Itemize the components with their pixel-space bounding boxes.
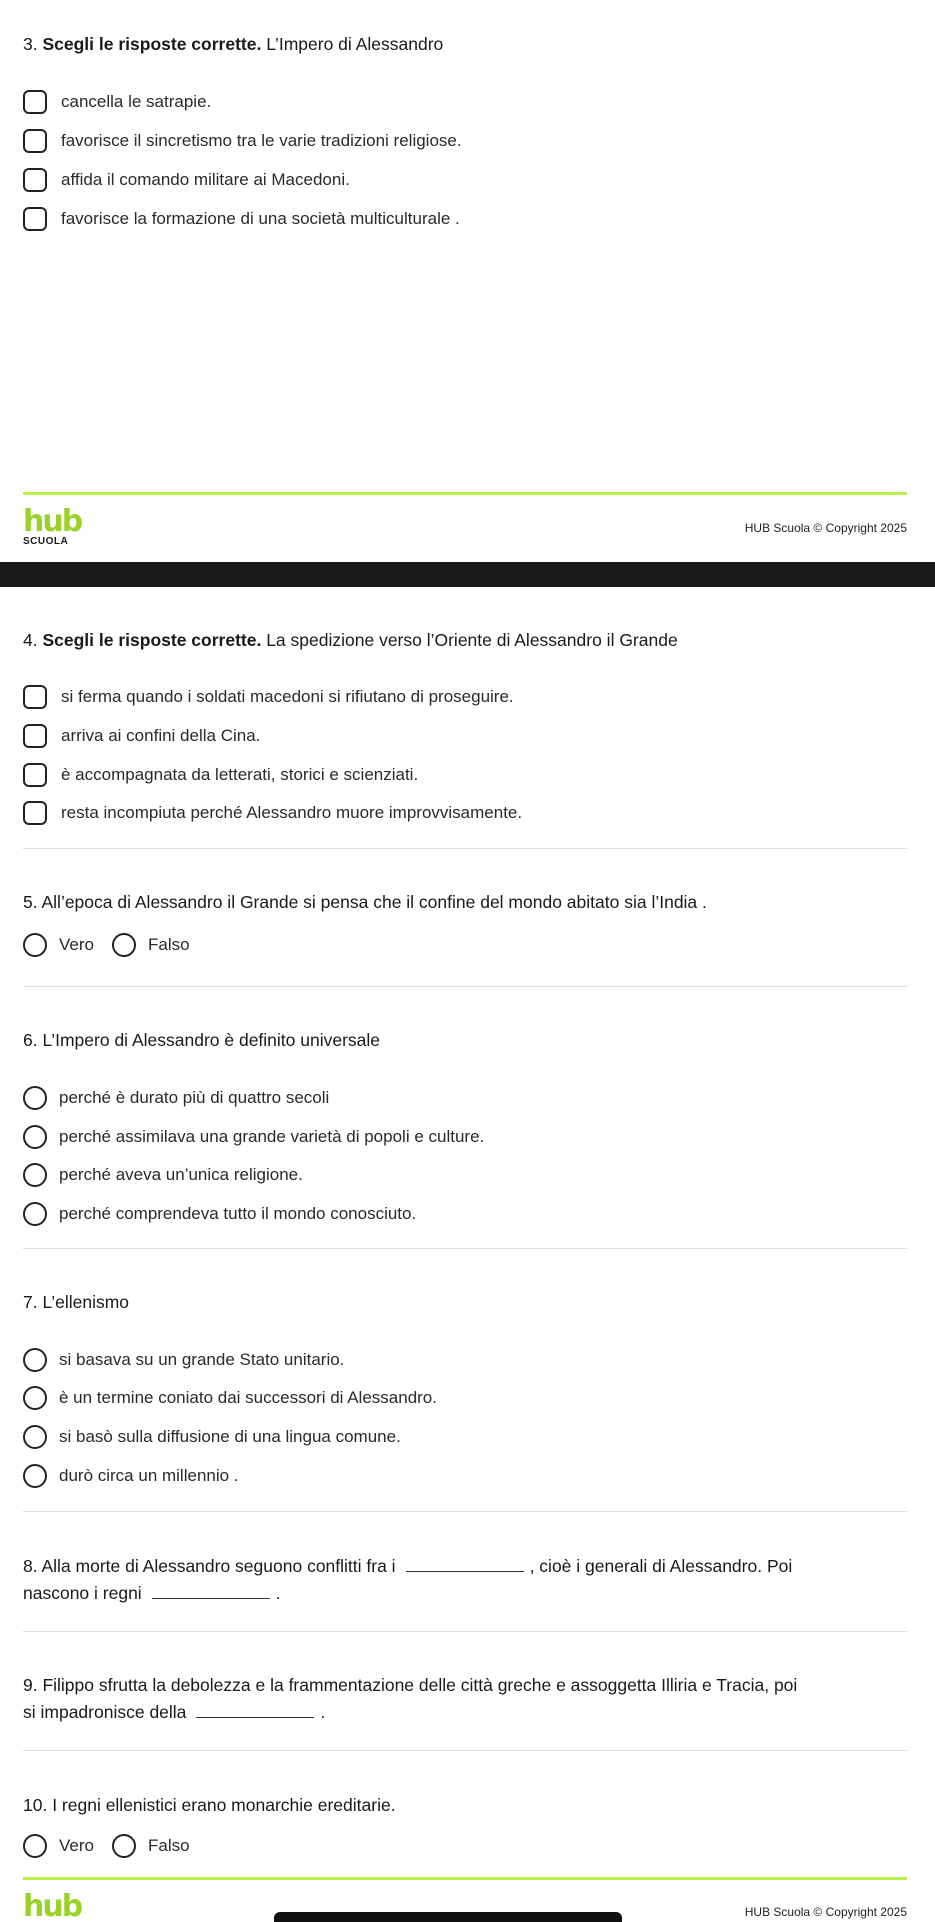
q3-option-2[interactable]: favorisce il sincretismo tra le varie tradizioni religiose. — [23, 126, 462, 156]
checkbox[interactable] — [23, 168, 47, 192]
page-1 — [0, 0, 935, 562]
question-9-line-1: 9. Filippo sfrutta la debolezza e la frammentazione delle città greche e assoggetta Illiria e Tracia, poi — [23, 1675, 798, 1695]
checkbox[interactable] — [23, 129, 47, 153]
q7-option-4[interactable]: durò circa un millennio . — [23, 1461, 239, 1491]
q4-option-1[interactable]: si ferma quando i soldati macedoni si rifiutano di proseguire. — [23, 682, 514, 712]
q4-option-3[interactable]: è accompagnata da letterati, storici e scienziati. — [23, 760, 418, 790]
footer-divider — [23, 1877, 907, 1880]
divider — [23, 1750, 907, 1751]
radio-button[interactable] — [23, 1163, 47, 1187]
radio-button[interactable] — [23, 1348, 47, 1372]
q3-option-4[interactable]: favorisce la formazione di una società multiculturale . — [23, 204, 460, 234]
divider — [23, 848, 907, 849]
radio-button[interactable] — [23, 933, 47, 957]
radio-button[interactable] — [112, 933, 136, 957]
radio-button[interactable] — [112, 1834, 136, 1858]
checkbox[interactable] — [23, 724, 47, 748]
q3-option-3[interactable]: affida il comando militare ai Macedoni. — [23, 165, 350, 195]
radio-button[interactable] — [23, 1464, 47, 1488]
radio-button[interactable] — [23, 1425, 47, 1449]
question-4 — [23, 628, 913, 822]
q5-true-option[interactable]: Vero — [23, 930, 94, 960]
q6-option-3[interactable]: perché aveva un’unica religione. — [23, 1160, 303, 1190]
divider — [23, 986, 907, 987]
q10-true-option[interactable]: Vero — [23, 1831, 94, 1861]
divider — [23, 1631, 907, 1632]
question-3-title: 3. Scegli le risposte corrette. L’Impero di Alessandro — [23, 34, 444, 54]
question-5 — [23, 890, 913, 954]
blank-field-2[interactable] — [152, 1583, 270, 1599]
q7-option-1[interactable]: si basava su un grande Stato unitario. — [23, 1345, 344, 1375]
question-4-title: 4. Scegli le risposte corrette. La spedizione verso l’Oriente di Alessandro il Grande — [23, 630, 678, 650]
checkbox[interactable] — [23, 801, 47, 825]
question-10-title: 10. I regni ellenistici erano monarchie ereditarie. — [23, 1795, 396, 1815]
radio-button[interactable] — [23, 1386, 47, 1410]
checkbox[interactable] — [23, 90, 47, 114]
copyright: HUB Scuola © Copyright 2025 — [744, 521, 907, 535]
checkbox[interactable] — [23, 685, 47, 709]
copyright: HUB Scuola © Copyright 2025 — [744, 1905, 907, 1919]
question-7-title: 7. L’ellenismo — [23, 1292, 130, 1312]
q3-option-1[interactable]: cancella le satrapie. — [23, 87, 211, 117]
radio-button[interactable] — [23, 1834, 47, 1858]
question-5-title: 5. All’epoca di Alessandro il Grande si pensa che il confine del mondo abitato sia l’India . — [23, 892, 707, 912]
q7-option-2[interactable]: è un termine coniato dai successori di Alessandro. — [23, 1383, 437, 1413]
blank-field-3[interactable] — [196, 1702, 314, 1718]
q7-option-3[interactable]: si basò sulla diffusione di una lingua comune. — [23, 1422, 401, 1452]
radio-button[interactable] — [23, 1125, 47, 1149]
home-indicator[interactable] — [274, 1912, 622, 1922]
blank-field-1[interactable] — [406, 1556, 524, 1572]
q6-option-1[interactable]: perché è durato più di quattro secoli — [23, 1083, 329, 1113]
divider — [23, 1248, 907, 1249]
q6-option-2[interactable]: perché assimilava una grande varietà di popoli e culture. — [23, 1122, 484, 1152]
question-10 — [23, 1793, 913, 1855]
q4-option-2[interactable]: arriva ai confini della Cina. — [23, 721, 260, 751]
q10-false-option[interactable]: Falso — [112, 1831, 190, 1861]
question-8-line-1: 8. Alla morte di Alessandro seguono conflitti fra i , cioè i generali di Alessandro. Poi — [23, 1556, 793, 1576]
page-separator — [0, 562, 935, 587]
question-8 — [23, 1554, 913, 1605]
q4-option-4[interactable]: resta incompiuta perché Alessandro muore improvvisamente. — [23, 798, 522, 828]
hub-logo: hub SCUOLA — [23, 504, 82, 547]
question-6 — [23, 1028, 913, 1223]
divider — [23, 1511, 907, 1512]
radio-button[interactable] — [23, 1202, 47, 1226]
question-8-line-2: nascono i regni . — [23, 1583, 281, 1603]
question-9 — [23, 1673, 913, 1724]
question-6-title: 6. L’Impero di Alessandro è definito universale — [23, 1030, 381, 1050]
hub-logo: hub — [23, 1889, 82, 1922]
radio-button[interactable] — [23, 1086, 47, 1110]
checkbox[interactable] — [23, 763, 47, 787]
question-3 — [23, 32, 913, 228]
checkbox[interactable] — [23, 207, 47, 231]
footer-divider — [23, 492, 907, 495]
question-9-line-2: si impadronisce della . — [23, 1702, 326, 1722]
q5-false-option[interactable]: Falso — [112, 930, 190, 960]
question-7 — [23, 1290, 913, 1485]
q6-option-4[interactable]: perché comprendeva tutto il mondo conosciuto. — [23, 1199, 416, 1229]
